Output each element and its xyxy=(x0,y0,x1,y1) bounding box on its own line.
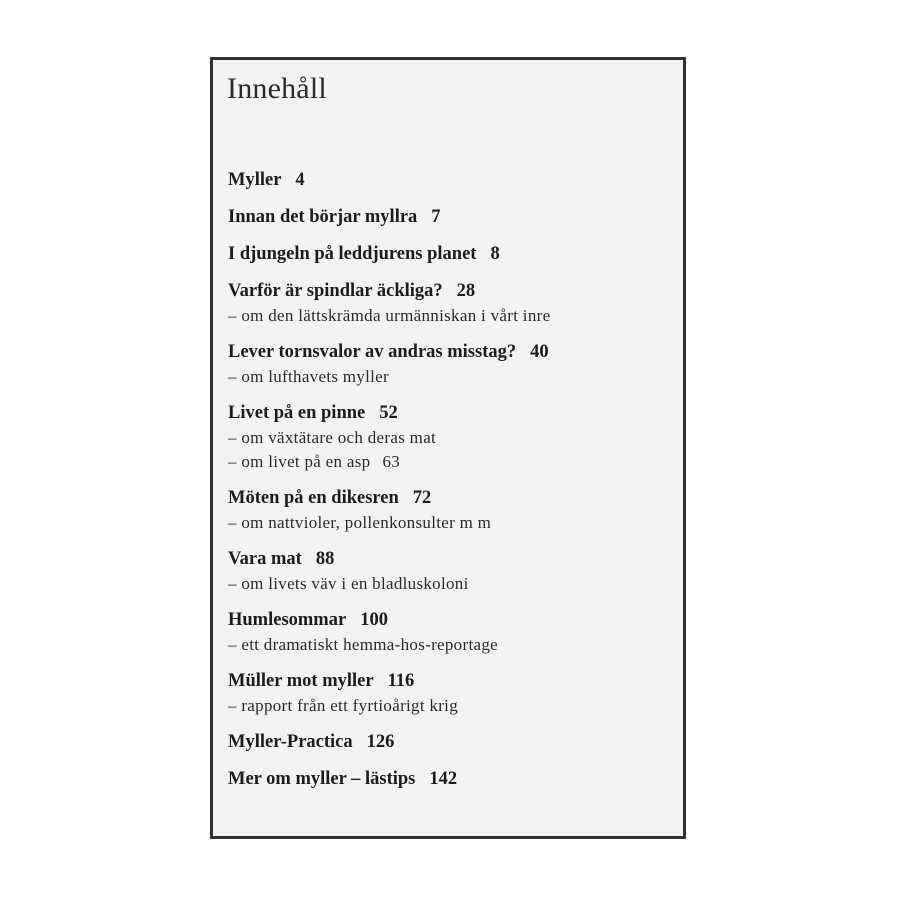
toc-entry-subtitle-line xyxy=(228,426,683,450)
toc-entry xyxy=(228,730,683,755)
toc-entry-page-number: 126 xyxy=(366,732,395,752)
toc-entry-title: Mer om myller – lästips xyxy=(228,769,416,789)
toc-entry-title: Lever tornsvalor av andras misstag? xyxy=(228,342,517,362)
toc-entry-subtitle: – om lufthavets myller xyxy=(228,367,389,386)
toc-entry-page-number: 8 xyxy=(490,244,500,264)
toc-entry-title-line xyxy=(228,279,683,304)
toc-entry-title-line xyxy=(228,608,683,633)
toc-entry-page-number: 28 xyxy=(456,281,476,301)
toc-entry-subtitle-page-number: 63 xyxy=(382,452,401,471)
toc-entry-title-line xyxy=(228,205,683,230)
toc-entry-page-number: 116 xyxy=(387,671,415,691)
toc-entry-subtitle-line xyxy=(228,450,683,474)
toc-entry-subtitle: – rapport från ett fyrtioårigt krig xyxy=(228,696,459,715)
toc-entry-page-number: 72 xyxy=(412,488,432,508)
toc-entry-page-number: 4 xyxy=(295,170,305,190)
toc-entry xyxy=(228,168,683,193)
toc-entry-title-line xyxy=(228,547,683,572)
toc-entry-title-line xyxy=(228,168,683,193)
toc-entry-subtitle-line xyxy=(228,572,683,596)
toc-entry-subtitle-line xyxy=(228,694,683,718)
toc-entry-title-line xyxy=(228,401,683,426)
toc-entry-title-line xyxy=(228,730,683,755)
toc-entry-subtitle-line xyxy=(228,633,683,657)
toc-entry-page-number: 142 xyxy=(429,769,458,789)
toc-entry-title-line xyxy=(228,669,683,694)
toc-entry-subtitle-line xyxy=(228,511,683,535)
toc-entry-title-line xyxy=(228,340,683,365)
toc-entry-page-number: 52 xyxy=(379,403,398,423)
toc-entry xyxy=(228,547,683,596)
toc-entry-subtitle: – om nattvioler, pollenkonsulter m m xyxy=(228,513,492,532)
toc-entry-title-line xyxy=(228,486,683,511)
toc-entry-title: Myller-Practica xyxy=(228,732,353,752)
toc-entry-subtitle: – om den lättskrämda urmänniskan i vårt inre xyxy=(228,306,551,325)
book-page xyxy=(210,57,686,839)
toc-entry-subtitle-line xyxy=(228,365,683,389)
toc-entry-title: Innan det börjar myllra xyxy=(228,207,418,227)
toc-entry xyxy=(228,669,683,718)
toc-entry-page-number: 100 xyxy=(360,610,388,630)
table-of-contents xyxy=(228,168,683,804)
toc-entry-title-line xyxy=(228,767,683,792)
toc-heading: Innehåll xyxy=(227,72,327,105)
toc-entry xyxy=(228,767,683,792)
toc-entry xyxy=(228,279,683,328)
toc-entry xyxy=(228,608,683,657)
toc-entry-subtitle: – om växtätare och deras mat xyxy=(228,428,437,447)
toc-entry-subtitle: – om livet på en asp xyxy=(228,452,371,471)
toc-entry-title: Varför är spindlar äckliga? xyxy=(228,281,443,301)
toc-entry xyxy=(228,401,683,474)
toc-entry-page-number: 40 xyxy=(530,342,549,362)
toc-entry-title: Möten på en dikesren xyxy=(228,488,399,508)
toc-entry xyxy=(228,486,683,535)
toc-entry-subtitle: – ett dramatiskt hemma-hos-reportage xyxy=(228,635,498,654)
toc-entry-title: Humlesommar xyxy=(228,610,347,630)
toc-entry-subtitle: – om livets väv i en bladluskoloni xyxy=(228,574,469,593)
toc-entry-subtitle-line xyxy=(228,304,683,328)
toc-entry-title: Myller xyxy=(228,170,282,190)
toc-entry-title-line xyxy=(228,242,683,267)
toc-entry-title: Vara mat xyxy=(228,549,302,569)
toc-entry-page-number: 88 xyxy=(315,549,335,569)
toc-entry xyxy=(228,242,683,267)
toc-entry-title: I djungeln på leddjurens planet xyxy=(228,244,477,264)
toc-entry xyxy=(228,205,683,230)
toc-entry-page-number: 7 xyxy=(431,207,441,227)
toc-entry xyxy=(228,340,683,389)
toc-entry-title: Livet på en pinne xyxy=(228,403,366,423)
toc-entry-title: Müller mot myller xyxy=(228,671,374,691)
